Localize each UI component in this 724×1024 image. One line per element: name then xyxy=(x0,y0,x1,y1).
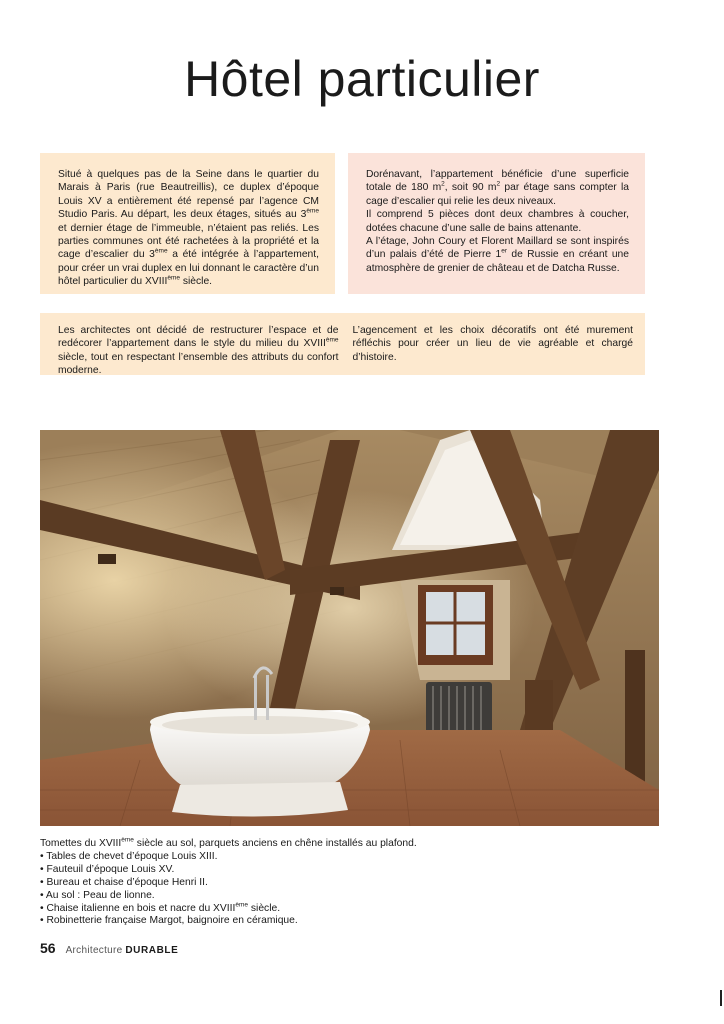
second-right-text: L’agencement et les choix décoratifs ont été murement réfléchis pour créer un lieu de vie agréable et chargé d’histoire. xyxy=(352,325,633,363)
intro-right-text-3: A l’étage, John Coury et Florent Maillard se sont inspirés d’un palais d’été de Pierre 1er de Russie en créant une atmosphère de grenier de château et de Datcha Russe. xyxy=(366,235,630,274)
caption-line: Tomettes du XVIIIème siècle au sol, parquets anciens en chêne installés au plafond. xyxy=(40,836,417,849)
page-title: Hôtel particulier xyxy=(184,51,540,107)
edge-mark xyxy=(720,990,722,1006)
caption-line: • Au sol : Peau de lionne. xyxy=(40,889,155,901)
intro-right-box xyxy=(348,153,645,294)
photo-caption xyxy=(40,838,660,928)
page-footer xyxy=(40,940,178,956)
intro-right-text-2: Il comprend 5 pièces dont deux chambres à coucher, dotées chacune d’une salle de bains attenante. xyxy=(366,209,629,234)
intro-right-text: Dorénavant, l’appartement bénéficie d’une superficie totale de 180 $m^2$, soit 90 $m^2$ par étage sans compter la cage d’escalier qui relie les deux niveaux. xyxy=(366,169,629,207)
caption-line: • Bureau et chaise d’époque Henri II. xyxy=(40,876,208,888)
caption-line: • Tables de chevet d’époque Louis XIII. xyxy=(40,850,218,862)
caption-line: • Chaise italienne en bois et nacre du XVIIIème siècle. xyxy=(40,901,281,914)
caption-line: • Robinetterie française Margot, baignoire en céramique. xyxy=(40,915,298,927)
intro-left-text: Situé à quelques pas de la Seine dans le quartier du Marais à Paris (rue Beautreillis), ce duplex d’époque Louis XV a entièrement été repensé par l’agence CM Studio Paris. Au départ, les deux étages, situés au 3ème et dernier étage de l’immeuble, n’étaient pas reliés. Les parties communes ont été rachetées à la propriété et la cage d’escalier du 3ème a été intégrée à l’appartement, pour créer un vrai duplex en lui donnant le caractère d’un hôtel particulier du XVIIIème siècle. xyxy=(58,169,319,287)
intro-left-box xyxy=(40,153,335,294)
caption-line: • Fauteuil d’époque Louis XV. xyxy=(40,863,175,875)
second-paragraph-box xyxy=(40,313,645,375)
page-number: 56 xyxy=(40,940,56,956)
bathroom-photo xyxy=(40,430,659,826)
second-left-text: Les architectes ont décidé de restructurer l’espace et de redécorer l’appartement dans le style du milieu du XVIIIème siècle, tout en respectant l’ensemble des attributs du confort moderne. xyxy=(58,325,339,377)
publication-name: Architecture DURABLE xyxy=(65,945,179,956)
